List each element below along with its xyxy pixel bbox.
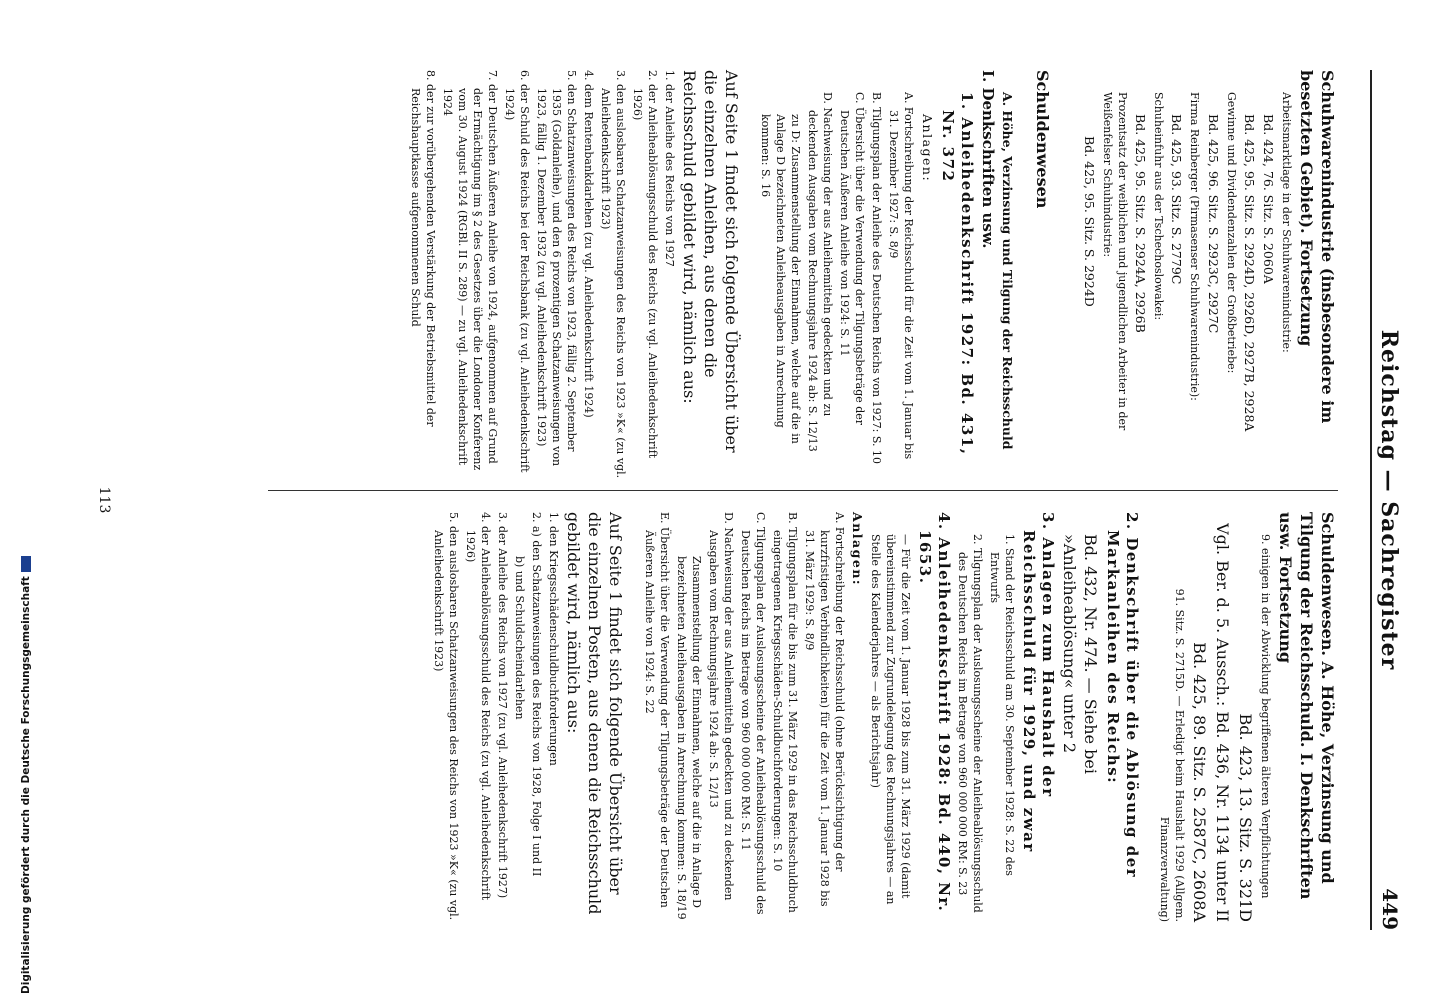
- entry-label: Anlagen:: [919, 114, 935, 183]
- list-item: 2. a) den Schatzanweisungen des Reichs von 1928, Folge I und II: [529, 512, 543, 877]
- entry-ref: Bd. 432, Nr. 474. — Siehe bei »Anleiheablösung« unter 2: [1060, 534, 1100, 774]
- entry-text: B. Tilgungsplan für die bis zum 31. März 1929 in das Reichsschuldbuch eingetragenen Kriegsschäden-Schuldbuchforderungen: S. 10: [770, 512, 799, 913]
- list-item: 3. den auslosbaren Schatzanweisungen des Reichs von 1923 »K« (zu vgl. Anleihedenkschrift 1923): [599, 70, 628, 479]
- page-number: 449: [1378, 888, 1402, 930]
- entry-heading: 1. Anleihedenkschrift 1927: Bd. 431, Nr. 372: [938, 92, 976, 456]
- subsection-heading: I. Denkschriften usw.: [978, 70, 997, 249]
- scan-page-number: 113: [96, 486, 112, 514]
- entry-text: 2. Tilgungsplan der Auslosungsscheine der Anleiheablösungsschuld des Deutschen Reichs im Betrage von 960 000 000 RM: S. 23: [956, 534, 984, 913]
- entry-text: Gewinne und Dividendenzahlen der Großbetriebe:: [1224, 92, 1238, 374]
- entry-ref: 91. Sitz. S. 2715D. — Erledigt beim Haushalt 1929 (Allgem. Finanzverwaltung): [1158, 588, 1186, 922]
- list-item: 8. der zur vorübergehenden Verstärkung der Betriebsmittel der Reichshauptkasse aufgenommenen Schuld: [409, 70, 438, 427]
- list-item: 7. der Deutschen Äußeren Anleihe von 1924, aufgenommen auf Grund der Ermächtigung im § 2 des Gesetzes über die Londoner Konferenz vom 30. August 1924 (RGBl. II S. 289) — zu vgl. Anleihedenkschrift 1924: [441, 70, 500, 471]
- entry-label: Anlagen:: [850, 512, 865, 587]
- column-divider: [268, 490, 1338, 491]
- list-item: 5. den Schatzanweisungen des Reichs von 1923, fällig 2. September 1935 (Goldanleihe), und den 6 prozentigen Schatzanweisungen von 1923, fällig 1. Dezember 1932 (zu vgl. Anleihedenkschrift 1923): [535, 70, 579, 467]
- entry-text: C. Tilgungsplan der Auslosungsscheine der Anleiheablösungsschuld des Deutschen Reichs im Betrage von 960 000 000 RM: S. 11: [738, 512, 767, 915]
- list-item: 5. den auslosbaren Schatzanweisungen des Reichs von 1923 »K« (zu vgl. Anleihedenkschrift 1923): [431, 512, 460, 921]
- entry-text: A. Fortschreibung der Reichsschuld für die Zeit vom 1. Januar bis 31. Dezember 1927: S. 8/9: [887, 92, 916, 460]
- entry-text: — Für die Zeit vom 1. Januar 1928 bis zum 31. März 1929 (damit übereinstimmend zur Zugrundelegung des Rechnungsjahres — an Stelle des Kalenderjahres — als Berichtsjahr): [869, 534, 912, 905]
- index-column-second: [429, 512, 1338, 922]
- entry-ref: Bd. 425, 95. Sitz. S. 2924A, 2926B: [1133, 114, 1149, 333]
- entry-ref: Bd. 425, 93. Sitz. S. 2779C: [1169, 114, 1185, 285]
- overview-text: Auf Seite 1 findet sich folgende Übersicht über die einzelnen Anleihen, aus denen die Reichsschuld gebildet wird, nämlich aus:: [680, 70, 742, 453]
- entry-ref: Bd. 425, 89. Sitz. S. 2587C, 2608A: [1190, 642, 1209, 922]
- entry-text: Schuheinfuhr aus der Tschechoslowakei:: [1152, 92, 1166, 321]
- entry-ref: Bd. 425, 95. Sitz. S. 2924D: [1081, 136, 1097, 307]
- entry-text: B. Tilgungsplan der Anleihe des Deutschen Reichs von 1927: S. 10: [870, 92, 884, 464]
- entry-heading: 2. Denkschrift über die Ablösung der Markanleihen des Reichs:: [1104, 512, 1141, 879]
- entry-text: 9. einigen in der Abwicklung begriffenen älteren Verpflichtungen: [1259, 534, 1272, 899]
- entry-text: Prozentsatz der weiblichen und jugendlichen Arbeiter in der Weißenfelser Schuhindustrie:: [1100, 92, 1129, 431]
- section-heading: Schuldenwesen: [1032, 70, 1052, 209]
- list-item: 3. der Anleihe des Reichs von 1927 (zu vgl. Anleihedenkschrift 1927): [495, 512, 509, 899]
- dfg-logo-icon: [21, 556, 31, 572]
- list-item: 4. dem Rentenbankdarlehen (zu vgl. Anleihedenkschrift 1924): [582, 70, 596, 418]
- entry-ref: Vgl. Ber. d. 5. Aussch.: Bd. 436, Nr. 1134 unter II: [1213, 523, 1232, 922]
- entry-heading: 3. Anlagen zum Haushalt der Reichsschuld für 1929, und zwar: [1020, 512, 1057, 853]
- entry-ref: Bd. 425, 96. Sitz. S. 2923C, 2927C: [1205, 114, 1221, 334]
- entry-text: zu D: Zusammenstellung der Einnahmen, welche auf die in Anlage D bezeichneten Anleiheausgaben in Anrechnung kommen: S. 16: [759, 114, 803, 444]
- entry-text: Zusammenstellung der Einnahmen, welche auf die in Anlage D bezeichneten Anleiheausgaben in Anrechnung kommen: S. 18/19: [674, 556, 703, 920]
- entry-heading: Schuldenwesen. A. Höhe, Verzinsung und Tilgung der Reichsschuld. I. Denkschriften usw. Fortsetzung: [1276, 512, 1337, 900]
- entry-text: A. Fortschreibung der Reichsschuld (ohne Berücksichtigung der kurzfristigen Verbindlichkeiten) für die Zeit vom 1. Januar 1928 bis 31. März 1929: S. 8/9: [802, 512, 846, 907]
- entry-text: Firma Reinberger (Pirmasenser Schuhwarenindustrie):: [1188, 92, 1202, 401]
- list-item: 1. den Kriegsschädenschuldbuchforderungen: [546, 512, 560, 766]
- list-item: 6. der Schuld des Reichs bei der Reichsbank (zu vgl. Anleihedenkschrift 1924): [503, 70, 532, 473]
- entry-text: 1. Stand der Reichsschuld am 30. September 1928: S. 22 des Entwurfs: [988, 534, 1016, 876]
- entry-heading: Schuhwarenindustrie (insbesondere im besetzten Gebiet). Fortsetzung: [1297, 70, 1337, 424]
- list-item: 1. der Anleihe des Reichs von 1927: [663, 70, 677, 267]
- entry-ref: Bd. 423, 13. Sitz. S. 321D: [1236, 713, 1255, 922]
- list-item: b) und Schuldscheindarlehen: [512, 556, 526, 720]
- entry-text: D. Nachweisung der aus Anleihemitteln gedeckten und zu deckenden Ausgaben vom Rechnungsjahre 1924 ab: S. 12/13: [706, 512, 735, 901]
- entry-text: E. Übersicht über die Verwendung der Tilgungsbeträge der Deutschen Äußeren Anleihe von 1924: S. 22: [642, 512, 671, 908]
- running-head-title: Reichstag — Sachregister: [1376, 329, 1402, 671]
- running-head: [1370, 70, 1406, 930]
- entry-ref: Bd. 424, 76. Sitz. S. 2060A: [1261, 114, 1276, 284]
- digitization-sidebar: [0, 0, 32, 1000]
- entry-heading: 4. Anleihedenkschrift 1928: Bd. 440, Nr. 1653.: [916, 512, 953, 913]
- subsection-heading: A. Höhe, Verzinsung und Tilgung der Reichsschuld: [999, 92, 1015, 450]
- index-column-first: [406, 70, 1338, 480]
- overview-text: Auf Seite 1 findet sich folgende Übersicht über die einzelnen Posten, aus denen die Reichsschuld gebildet wird, nämlich aus:: [563, 512, 625, 915]
- digitization-notice: Digitalisierung gefördert durch die Deutsche Forschungsgemeinschaft: [20, 556, 32, 994]
- entry-text: Arbeitsmarktlage in der Schuhwarenindustrie:: [1280, 92, 1293, 353]
- list-item: 2. der Anleiheablösungsschuld des Reichs (zu vgl. Anleihedenkschrift 1926): [631, 70, 660, 459]
- entry-text: C. Übersicht über die Verwendung der Tilgungsbeträge der Deutschen Äußeren Anleihe von 1924: S. 11: [838, 92, 867, 426]
- list-item: 4. der Anleiheablösungsschuld des Reichs (zu vgl. Anleihedenkschrift 1926): [463, 512, 492, 901]
- entry-text: D. Nachweisung der aus Anleihemitteln gedeckten und zu deckenden Ausgaben vom Rechnungsjahre 1924 ab: S. 12/13: [806, 92, 835, 452]
- entry-ref: Bd. 425, 95. Sitz. S. 2924D, 2926D, 2927B, 2928A: [1241, 114, 1257, 432]
